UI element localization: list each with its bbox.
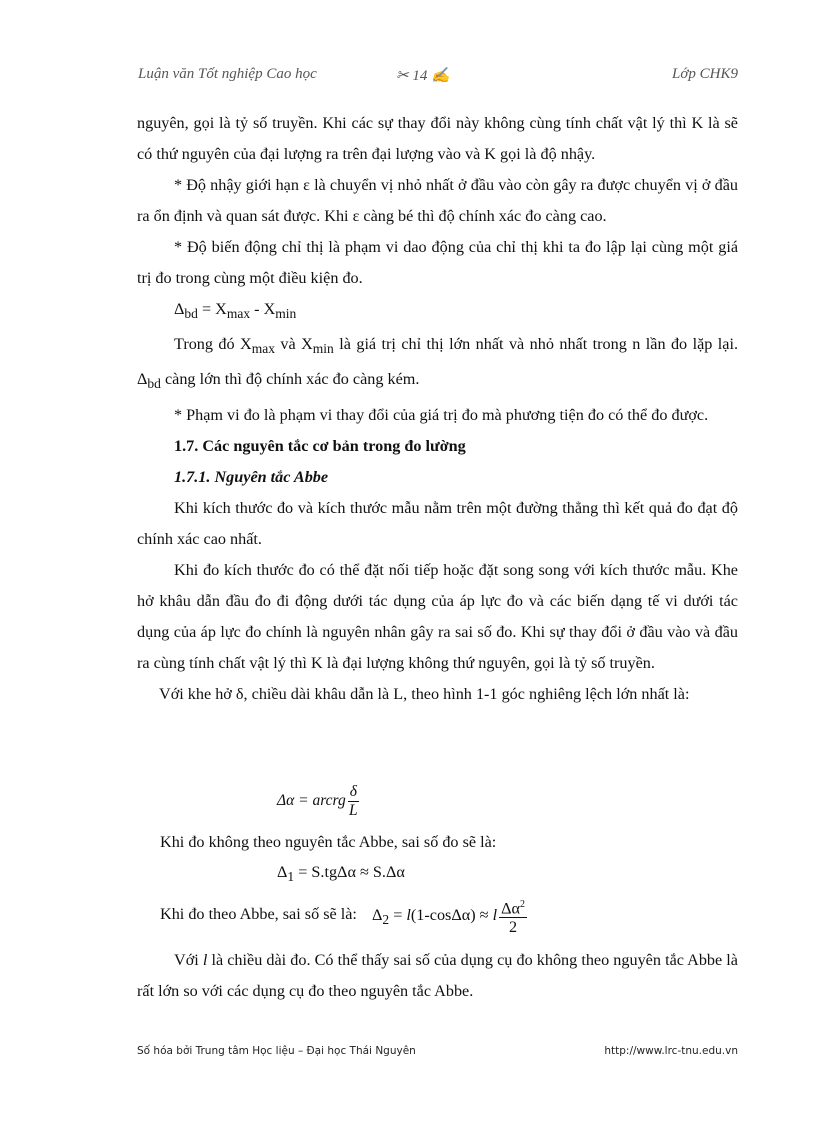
header-class-label: Lớp CHK9 bbox=[672, 66, 738, 82]
equation-angle: Δα = arcrg $\frac{\delta}{L}$ bbox=[277, 783, 358, 819]
paragraph: * Độ biến động chỉ thị là phạm vi dao động của chỉ thị khi ta đo lập lại cùng một giá trị đo trong cùng một điều kiện đo. bbox=[137, 238, 738, 287]
page-header bbox=[138, 66, 738, 88]
page-body bbox=[137, 108, 738, 710]
subsection-heading: 1.7.1. Nguyên tắc Abbe bbox=[174, 467, 329, 486]
paragraph: Khi đo theo Abbe, sai số sẽ là: bbox=[160, 905, 357, 923]
page-footer bbox=[137, 1045, 738, 1063]
equation-variation: $\Delta_{bd} = X_{max} - X_{min}$ bbox=[174, 300, 297, 322]
paragraph: Khi kích thước đo và kích thước mẫu nằm trên một đường thẳng thì kết quả đo đạt độ chính xác cao nhất. bbox=[137, 498, 738, 548]
paragraph: Khi đo không theo nguyên tắc Abbe, sai số đo sẽ là: bbox=[160, 833, 497, 851]
paragraph: * Phạm vi đo là phạm vi thay đổi của giá trị đo mà phương tiện đo có thể đo được. bbox=[174, 405, 709, 424]
paragraph: nguyên, gọi là tỷ số truyền. Khi các sự thay đổi này không cùng tính chất vật lý thì K là sẽ có thứ nguyên của đại lượng ra trên đại lượng vào và K gọi là độ nhậy. bbox=[137, 114, 738, 163]
equation-error-1: $\Delta_1 = S.tg\Delta\alpha \approx S.\Delta\alpha$ bbox=[277, 863, 405, 885]
footer-url-link[interactable]: http://www.lrc-tnu.edu.vn bbox=[604, 1045, 738, 1057]
page-body-end bbox=[137, 945, 738, 1007]
footer-credit: Số hóa bởi Trung tâm Học liệu – Đại học Thái Nguyên bbox=[137, 1045, 416, 1057]
paragraph: Với khe hở δ, chiều dài khâu dẫn là L, theo hình 1-1 góc nghiêng lệch lớn nhất là: bbox=[159, 684, 690, 703]
paragraph: * Độ nhậy giới hạn ε là chuyển vị nhỏ nhất ở đầu vào còn gây ra được chuyển vị ở đầu ra ổn định và quan sát được. Khi ε càng bé thì độ chính xác đo càng cao. bbox=[137, 176, 738, 225]
paragraph: Với l là chiều dài đo. Có thể thấy sai số của dụng cụ đo không theo nguyên tắc Abbe là rất lớn so với các dụng cụ đo theo nguyên tắc Abbe. bbox=[137, 951, 738, 1000]
paragraph: Trong đó $X_{max}$ và $X_{min}$ là giá trị chỉ thị lớn nhất và nhỏ nhất trong n lần đo lặp lại. $\Delta_{bd}$ càng lớn thì độ chính xác đo càng kém. bbox=[137, 335, 738, 392]
paragraph: Khi đo kích thước đo có thể đặt nối tiếp hoặc đặt song song với kích thước mẫu. Khe hở khâu dẫn đầu đo đi động dưới tác dụng của áp lực đo và các biến dạng tế vi dưới tác dụng của áp lực đo chính là nguyên nhân gây ra sai số đo. Khi sự thay đổi ở đầu vào và đầu ra cùng tính chất vật lý thì K là đại lượng không thứ nguyên, gọi là tỷ số truyền. bbox=[137, 560, 738, 672]
header-page-number: ✂ 14 ✍ bbox=[396, 68, 450, 84]
equation-error-2: $\Delta_2 = l(1-\cos\Delta\alpha) \approx l$ $\frac{\Delta\alpha^2}{2}$ bbox=[372, 896, 527, 936]
section-heading: 1.7. Các nguyên tắc cơ bản trong đo lường bbox=[174, 436, 466, 455]
header-thesis-title: Luận văn Tốt nghiệp Cao học bbox=[138, 66, 317, 82]
